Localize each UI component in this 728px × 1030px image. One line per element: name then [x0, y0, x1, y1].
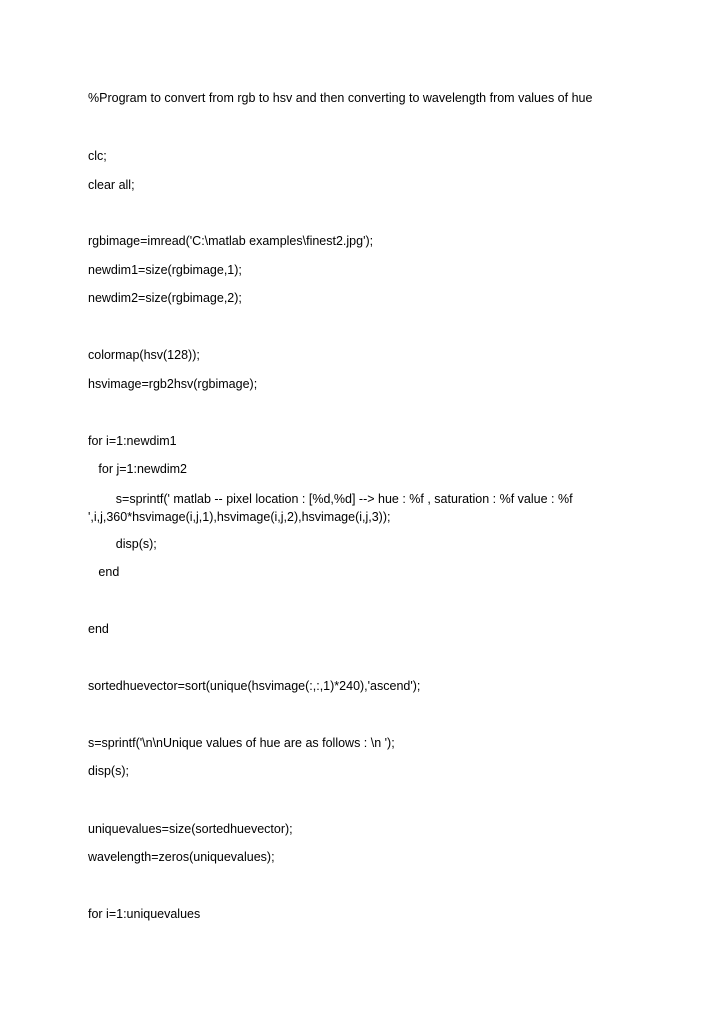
code-line: for i=1:newdim1: [88, 434, 177, 448]
code-line: for i=1:uniquevalues: [88, 907, 201, 921]
code-line: wavelength=zeros(uniquevalues);: [88, 850, 275, 864]
code-line: uniquevalues=size(sortedhuevector);: [88, 822, 293, 836]
code-line: newdim1=size(rgbimage,1);: [88, 263, 242, 277]
code-line: disp(s);: [88, 537, 157, 551]
code-line: end: [88, 565, 120, 579]
code-line: hsvimage=rgb2hsv(rgbimage);: [88, 377, 258, 391]
code-line: sortedhuevector=sort(unique(hsvimage(:,:,1)*240),'ascend');: [88, 679, 421, 693]
code-line: s=sprintf('\n\nUnique values of hue are as follows : \n ');: [88, 736, 395, 750]
code-line: clear all;: [88, 178, 135, 192]
code-line: newdim2=size(rgbimage,2);: [88, 291, 242, 305]
comment-line: %Program to convert from rgb to hsv and then converting to wavelength from values of hue: [88, 91, 593, 105]
code-line: colormap(hsv(128));: [88, 348, 200, 362]
code-line: clc;: [88, 149, 107, 163]
code-line: rgbimage=imread('C:\matlab examples\finest2.jpg');: [88, 234, 374, 248]
code-line-wrapped: s=sprintf(' matlab -- pixel location : [%d,%d] --> hue : %f , saturation : %f value : %f ',i,j,360*hsvimage(i,j,1),hsvimage(i,j,2),hsvimage(i,j,3));: [88, 492, 577, 524]
code-line: end: [88, 622, 109, 636]
code-line: disp(s);: [88, 764, 129, 778]
code-line: for j=1:newdim2: [88, 462, 188, 476]
